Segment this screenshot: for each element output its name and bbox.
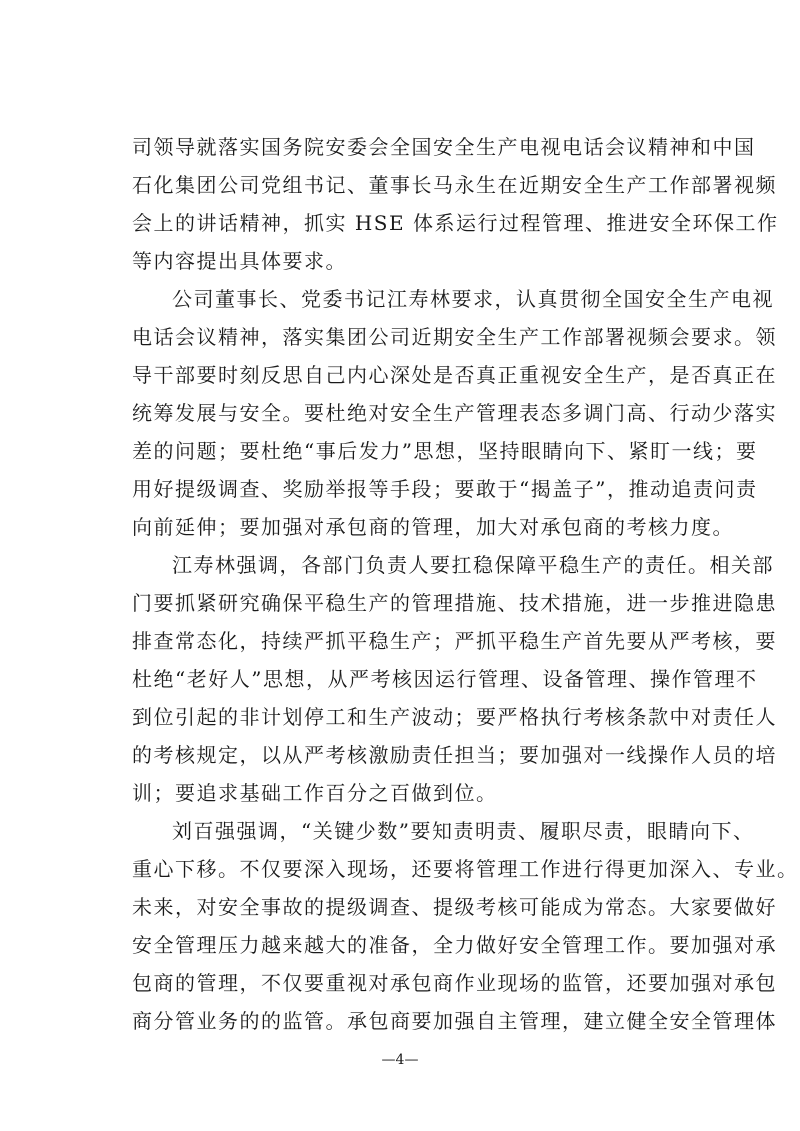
text-line: 到位引起的非计划停工和生产波动；要严格执行考核条款中对责任人 bbox=[132, 705, 777, 729]
page-number: —4— bbox=[381, 1052, 419, 1068]
text-line: 司领导就落实国务院安委会全国安全生产电视电话会议精神和中国 bbox=[132, 135, 756, 159]
text-line: 会上的讲话精神，抓实 HSE 体系运行过程管理、推进安全环保工作 bbox=[132, 211, 779, 235]
text-line: 统筹发展与安全。要杜绝对安全生产管理表态多调门高、行动少落实 bbox=[132, 401, 777, 425]
text-line: 训；要追求基础工作百分之百做到位。 bbox=[132, 781, 498, 805]
text-line: 向前延伸；要加强对承包商的管理，加大对承包商的考核力度。 bbox=[132, 515, 734, 539]
text-line: 用好提级调查、奖励举报等手段；要敢于“揭盖子”，推动追责问责 bbox=[132, 477, 758, 501]
text-line: 重心下移。不仅要深入现场，还要将管理工作进行得更加深入、专业。 bbox=[132, 857, 799, 881]
text-line: 排查常态化，持续严抓平稳生产；严抓平稳生产首先要从严考核，要 bbox=[132, 629, 777, 653]
text-line: 电话会议精神，落实集团公司近期安全生产工作部署视频会要求。领 bbox=[132, 325, 777, 349]
text-line: 商分管业务的的监管。承包商要加强自主管理，建立健全安全管理体 bbox=[132, 1009, 777, 1033]
text-line: 等内容提出具体要求。 bbox=[132, 249, 347, 273]
text-line: 杜绝“老好人”思想，从严考核因运行管理、设备管理、操作管理不 bbox=[132, 667, 758, 691]
text-line: 包商的管理，不仅要重视对承包商作业现场的监管，还要加强对承包 bbox=[132, 971, 777, 995]
text-line: 安全管理压力越来越大的准备，全力做好安全管理工作。要加强对承 bbox=[132, 933, 777, 957]
text-line: 差的问题；要杜绝“事后发力”思想，坚持眼睛向下、紧盯一线；要 bbox=[132, 439, 758, 463]
paragraph-first-line: 江寿林强调，各部门负责人要扛稳保障平稳生产的责任。相关部 bbox=[172, 553, 774, 577]
paragraph-first-line: 刘百强强调，“关键少数”要知责明责、履职尽责，眼睛向下、 bbox=[172, 819, 755, 843]
paragraph-first-line: 公司董事长、党委书记江寿林要求，认真贯彻全国安全生产电视 bbox=[172, 287, 774, 311]
text-line: 门要抓紧研究确保平稳生产的管理措施、技术措施，进一步推进隐患 bbox=[132, 591, 777, 615]
text-line: 石化集团公司党组书记、董事长马永生在近期安全生产工作部署视频 bbox=[132, 173, 777, 197]
text-line: 导干部要时刻反思自己内心深处是否真正重视安全生产，是否真正在 bbox=[132, 363, 777, 387]
text-line: 未来，对安全事故的提级调查、提级考核可能成为常态。大家要做好 bbox=[132, 895, 777, 919]
text-line: 的考核规定，以从严考核激励责任担当；要加强对一线操作人员的培 bbox=[132, 743, 777, 767]
